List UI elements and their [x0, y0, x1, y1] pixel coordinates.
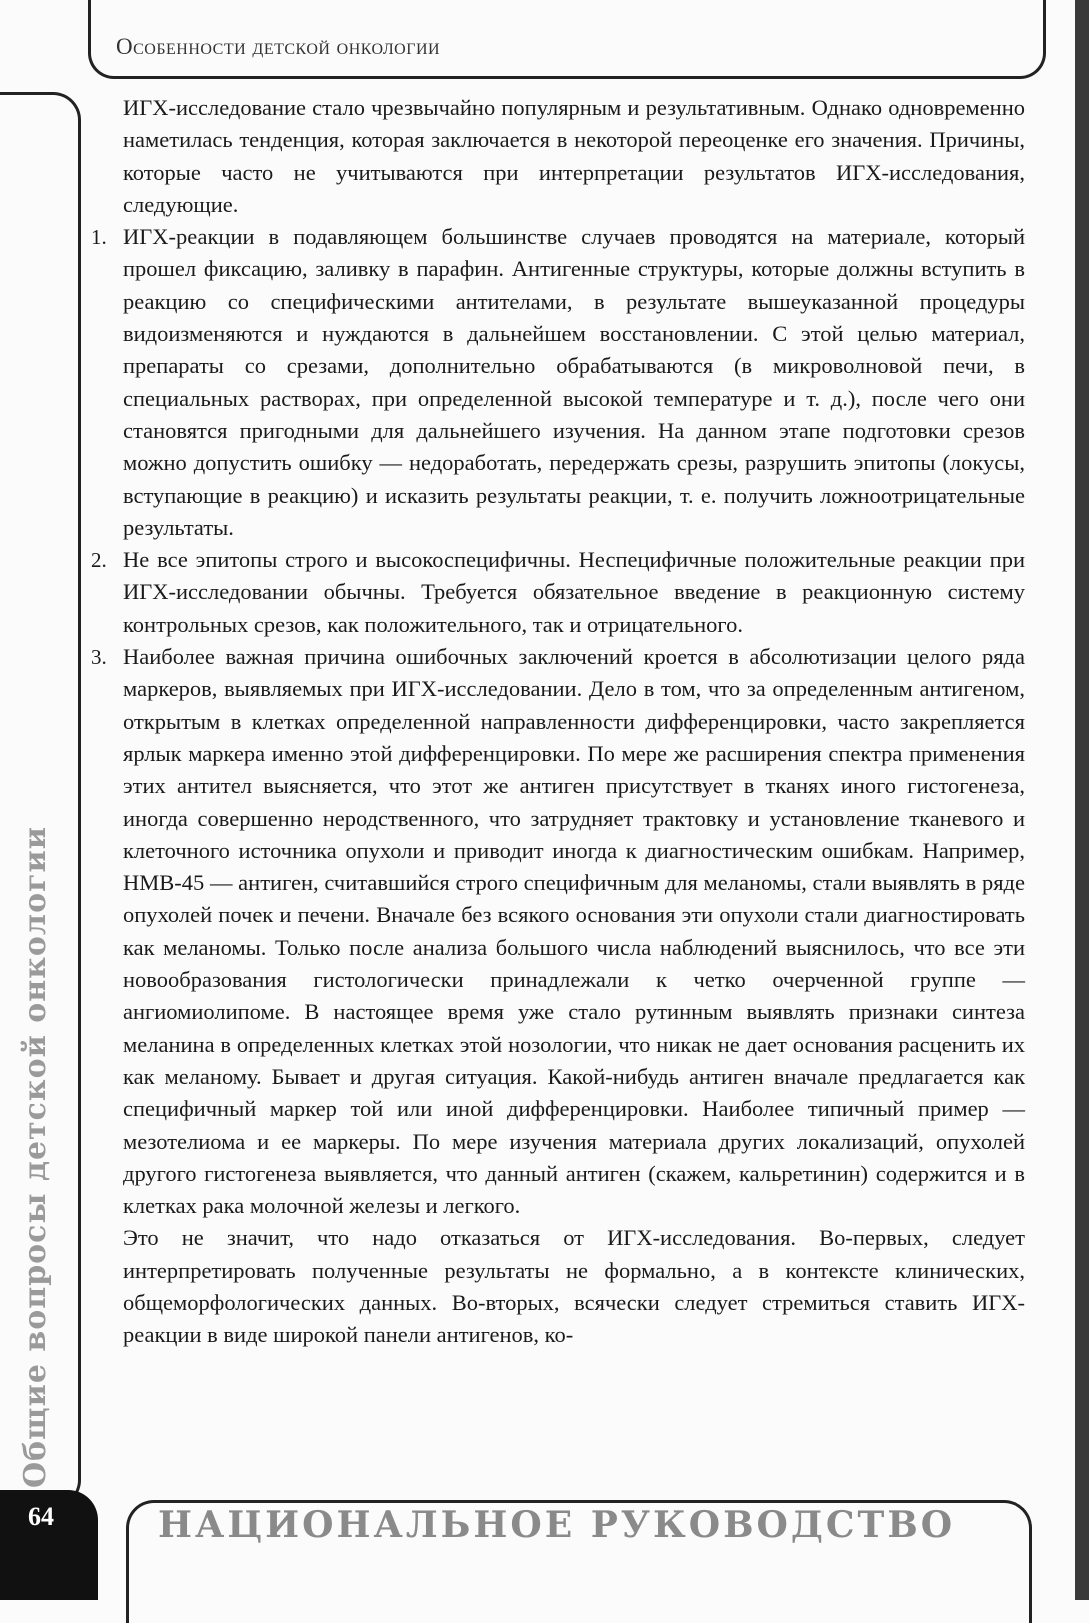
- vertical-section-title: Общие вопросы детской онкологии: [18, 826, 53, 1488]
- series-title: НАЦИОНАЛЬНОЕ РУКОВОДСТВО: [158, 1504, 956, 1546]
- list-item-text: Не все эпитопы строго и высокоспецифичны. Неспецифичные положительные реакции при ИГХ-исследовании обычны. Требуется обязательное введение в реакционную систему контрольных срезов, как положительного, так и отрицательного.: [123, 547, 1025, 637]
- list-number: 2.: [91, 548, 107, 573]
- list-item-text: ИГХ-реакции в подавляющем большинстве случаев проводятся на материале, который прошел фиксацию, заливку в парафин. Антигенные структуры, которые должны вступить в реакцию со специфическими антителами, в результате вышеуказанной процедуры видоизменяются и нуждаются в дальнейшем восстановлении. С этой целью материал, препараты со срезами, дополнительно обрабатываются (в микроволновой печи, в специальных растворах, при определенной высокой температуре и т. д.), после чего они становятся пригодными для дальнейшего изучения. На данном этапе подготовки срезов можно допустить ошибку — недоработать, передержать срезы, разрушить эпитопы (локусы, вступающие в реакцию) и исказить результаты реакции, т. е. получить ложноотрицательные результаты.: [123, 224, 1025, 540]
- running-head: Особенности детской онкологии: [116, 34, 441, 59]
- page-number: 64: [28, 1502, 54, 1531]
- list-item: [91, 544, 1025, 641]
- numbered-list: [91, 221, 1025, 1222]
- page-edge-shadow: [1075, 0, 1089, 1600]
- closing-paragraph: Это не значит, что надо отказаться от ИГХ-исследования. Во-первых, следует интерпретировать полученные результаты не формально, а в контексте клинических, общеморфологических данных. Во-вторых, всячески следует стремиться ставить ИГХ-реакции в виде широкой панели антигенов, ко-: [123, 1225, 1025, 1348]
- list-item: [91, 221, 1025, 544]
- list-number: 3.: [91, 645, 107, 670]
- list-number: 1.: [91, 225, 107, 250]
- list-item-text: Наиболее важная причина ошибочных заключений кроется в абсолютизации целого ряда маркеров, выявляемых при ИГХ-исследовании. Дело в том, что за определенным антигеном, открытым в клетках определенной направленности дифференцировки, часто закрепляется ярлык маркера именно этой дифференцировки. По мере же расширения спектра применения этих антител выясняется, что этот же антиген присутствует в тканях иного гистогенеза, иногда совершенно неродственного, что затрудняет трактовку и установление тканевого и клеточного источника опухоли и приводит иногда к диагностическим ошибкам. Например, НМВ-45 — антиген, считавшийся строго специфичным для меланомы, стали выявлять в ряде опухолей почек и печени. Вначале без всякого основания эти опухоли стали диагностировать как меланомы. Только после анализа большого числа наблюдений выяснилось, что все эти новообразования гистологически принадлежали к четко очерченной группе — ангиомиолипоме. В настоящее время уже стало рутинным выявлять признаки синтеза меланина в определенных клетках этой нозологии, что никак не дает основания расценить их как меланому. Бывает и другая ситуация. Какой-нибудь антиген вначале предлагается как специфичный маркер той или иной дифференцировки. Наиболее типичный пример — мезотелиома и ее маркеры. По мере изучения материала других локализаций, опухолей другого гистогенеза выявляется, что данный антиген (скажем, кальретинин) содержится и в клетках рака молочной железы и легкого.: [123, 644, 1025, 1219]
- intro-paragraph: ИГХ-исследование стало чрезвычайно популярным и результативным. Однако одновременно наметилась тенденция, которая заключается в некоторой переоценке его значения. Причины, которые часто не учитываются при интерпретации результатов ИГХ-исследования, следующие.: [123, 95, 1025, 217]
- list-item: [91, 641, 1025, 1222]
- main-text: [91, 92, 1025, 1352]
- page-number-box: [0, 1490, 98, 1600]
